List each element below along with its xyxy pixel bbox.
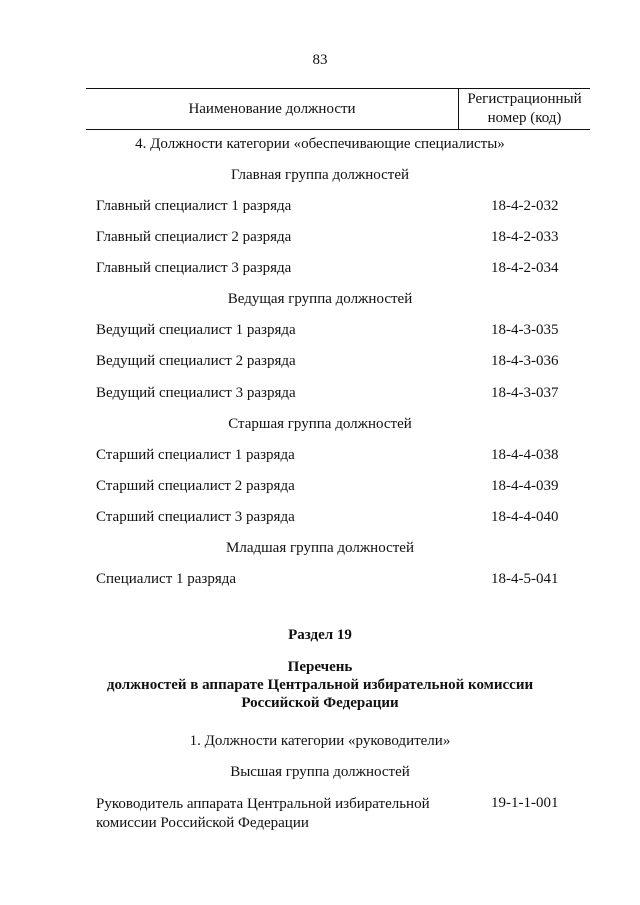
table-row (96, 229, 566, 249)
table-row (96, 322, 566, 342)
category1-title: 1. Должности категории «руководители» (189, 733, 451, 749)
page-number: 83 (312, 52, 328, 68)
table-row (96, 260, 566, 280)
position-name: Старший специалист 3 разряда (96, 509, 295, 525)
table-row (96, 353, 566, 373)
group-title-leading: Ведущая группа должностей (227, 291, 413, 307)
table-row (96, 385, 566, 405)
position-name (96, 795, 476, 833)
table-row (96, 795, 566, 835)
table-row (96, 571, 566, 591)
table-row (96, 447, 566, 467)
position-name: Ведущий специалист 3 разряда (96, 385, 296, 401)
position-name: Старший специалист 2 разряда (96, 478, 295, 494)
position-code: 19-1-1-001 (491, 795, 559, 811)
table-header (86, 88, 590, 130)
group-title-main: Главная группа должностей (230, 167, 410, 183)
position-code: 18-4-3-037 (491, 385, 559, 401)
position-name: Ведущий специалист 1 разряда (96, 322, 296, 338)
position-name: Главный специалист 1 разряда (96, 198, 292, 214)
group-title-junior: Младшая группа должностей (226, 540, 414, 556)
position-code: 18-4-4-038 (491, 447, 559, 463)
header-code-column (459, 89, 590, 129)
category4-title: 4. Должности категории «обеспечивающие специалисты» (135, 136, 505, 152)
position-code: 18-4-2-032 (491, 198, 559, 214)
position-name: Специалист 1 разряда (96, 571, 237, 587)
table-row (96, 198, 566, 218)
section-title: Раздел 19 (288, 627, 352, 643)
table-row (96, 509, 566, 529)
group-title-highest: Высшая группа должностей (230, 764, 410, 780)
header-code-line1: Регистрационный (467, 91, 582, 107)
position-code: 18-4-4-040 (491, 509, 559, 525)
table-row (96, 478, 566, 498)
position-name-line2: комиссии Российской Федерации (96, 815, 309, 831)
position-name: Старший специалист 1 разряда (96, 447, 295, 463)
position-code: 18-4-2-033 (491, 229, 559, 245)
header-code-line2: номер (код) (487, 110, 562, 126)
position-name: Главный специалист 2 разряда (96, 229, 292, 245)
header-name-column: Наименование должности (86, 89, 459, 129)
position-code: 18-4-4-039 (491, 478, 559, 494)
position-name: Ведущий специалист 2 разряда (96, 353, 296, 369)
position-code: 18-4-5-041 (491, 571, 559, 587)
group-title-senior: Старшая группа должностей (228, 416, 412, 432)
position-code: 18-4-2-034 (491, 260, 559, 276)
section-heading-line2: должностей в аппарате Центральной избирательной комиссии (106, 677, 534, 693)
section-heading-line1: Перечень (287, 659, 353, 675)
section-heading-line3: Российской Федерации (241, 695, 399, 711)
position-name-line1: Руководитель аппарата Центральной избирательной (96, 796, 430, 812)
position-name: Главный специалист 3 разряда (96, 260, 292, 276)
position-code: 18-4-3-035 (491, 322, 559, 338)
position-code: 18-4-3-036 (491, 353, 559, 369)
